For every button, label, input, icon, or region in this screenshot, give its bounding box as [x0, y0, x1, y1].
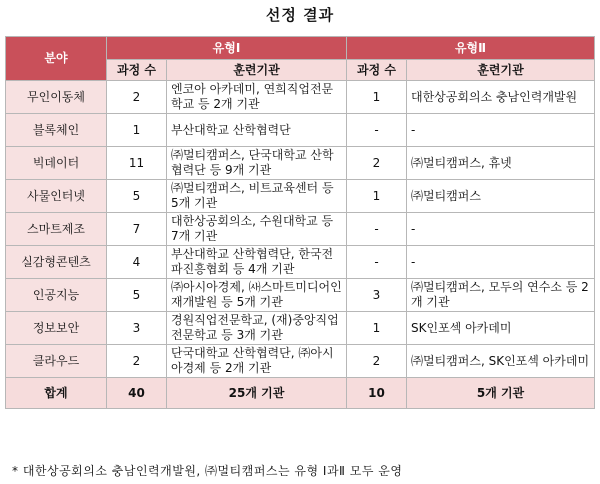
table-row: [6, 114, 595, 147]
type1-count-cell: 3: [107, 312, 167, 345]
type1-count-cell: 2: [107, 81, 167, 114]
type2-count-cell: 2: [347, 345, 407, 378]
table-row: [6, 345, 595, 378]
footnote: * 대한상공회의소 충남인력개발원, ㈜멀티캠퍼스는 유형 Ⅰ과Ⅱ 모두 운영: [12, 464, 403, 478]
header-type2-institution: 훈련기관: [407, 60, 595, 81]
type2-count-cell: 1: [347, 180, 407, 213]
field-cell: 클라우드: [6, 345, 107, 378]
type1-institution-cell: ㈜멀티캠퍼스, 비트교육센터 등 5개 기관: [167, 180, 347, 213]
field-cell: 인공지능: [6, 279, 107, 312]
type1-institution-cell: 부산대학교 산학협력단, 한국전파진흥협회 등 4개 기관: [167, 246, 347, 279]
type1-institution-cell: 대한상공회의소, 수원대학교 등 7개 기관: [167, 213, 347, 246]
table-row: [6, 81, 595, 114]
type1-count-cell: 1: [107, 114, 167, 147]
total-row: [6, 378, 595, 409]
header-type1-count: 과정 수: [107, 60, 167, 81]
table-row: [6, 180, 595, 213]
total-type1-count: 40: [107, 378, 167, 409]
field-cell: 스마트제조: [6, 213, 107, 246]
type1-institution-cell: ㈜멀티캠퍼스, 단국대학교 산학협력단 등 9개 기관: [167, 147, 347, 180]
type1-count-cell: 7: [107, 213, 167, 246]
table-row: [6, 279, 595, 312]
type2-institution-cell: -: [407, 114, 595, 147]
total-label: 합계: [6, 378, 107, 409]
type2-institution-cell: ㈜멀티캠퍼스, 모두의 연수소 등 2개 기관: [407, 279, 595, 312]
type1-count-cell: 11: [107, 147, 167, 180]
total-type2-institution: 5개 기관: [407, 378, 595, 409]
type1-institution-cell: 단국대학교 산학협력단, ㈜아시아경제 등 2개 기관: [167, 345, 347, 378]
page-title: 선정 결과: [265, 6, 335, 24]
table-row: [6, 312, 595, 345]
total-type2-count: 10: [347, 378, 407, 409]
results-table: [5, 36, 595, 409]
type2-count-cell: -: [347, 114, 407, 147]
field-cell: 실감형콘텐츠: [6, 246, 107, 279]
type2-institution-cell: ㈜멀티캠퍼스, 휴넷: [407, 147, 595, 180]
type2-institution-cell: 대한상공회의소 충남인력개발원: [407, 81, 595, 114]
header-field: 분야: [6, 37, 107, 81]
type2-count-cell: 1: [347, 312, 407, 345]
type2-institution-cell: -: [407, 213, 595, 246]
type2-institution-cell: ㈜멀티캠퍼스: [407, 180, 595, 213]
type1-count-cell: 4: [107, 246, 167, 279]
type1-institution-cell: ㈜아시아경제, ㈔스마트미디어인재개발원 등 5개 기관: [167, 279, 347, 312]
header-type2-count: 과정 수: [347, 60, 407, 81]
type2-count-cell: 3: [347, 279, 407, 312]
table-row: [6, 147, 595, 180]
field-cell: 정보보안: [6, 312, 107, 345]
type1-count-cell: 5: [107, 180, 167, 213]
table-row: [6, 213, 595, 246]
field-cell: 사물인터넷: [6, 180, 107, 213]
table-header-row: [6, 37, 595, 60]
field-cell: 블록체인: [6, 114, 107, 147]
type1-institution-cell: 경원직업전문학교, (재)중앙직업전문학교 등 3개 기관: [167, 312, 347, 345]
type1-count-cell: 2: [107, 345, 167, 378]
header-type2: 유형Ⅱ: [347, 37, 595, 60]
type2-institution-cell: -: [407, 246, 595, 279]
header-type1-institution: 훈련기관: [167, 60, 347, 81]
header-type1: 유형Ⅰ: [107, 37, 347, 60]
total-type1-institution: 25개 기관: [167, 378, 347, 409]
type2-count-cell: 1: [347, 81, 407, 114]
table-row: [6, 246, 595, 279]
type1-institution-cell: 엔코아 아카데미, 연희직업전문학교 등 2개 기관: [167, 81, 347, 114]
type2-count-cell: 2: [347, 147, 407, 180]
field-cell: 무인이동체: [6, 81, 107, 114]
type2-institution-cell: SK인포섹 아카데미: [407, 312, 595, 345]
type2-institution-cell: ㈜멀티캠퍼스, SK인포섹 아카데미: [407, 345, 595, 378]
type2-count-cell: -: [347, 213, 407, 246]
type2-count-cell: -: [347, 246, 407, 279]
field-cell: 빅데이터: [6, 147, 107, 180]
type1-institution-cell: 부산대학교 산학협력단: [167, 114, 347, 147]
type1-count-cell: 5: [107, 279, 167, 312]
